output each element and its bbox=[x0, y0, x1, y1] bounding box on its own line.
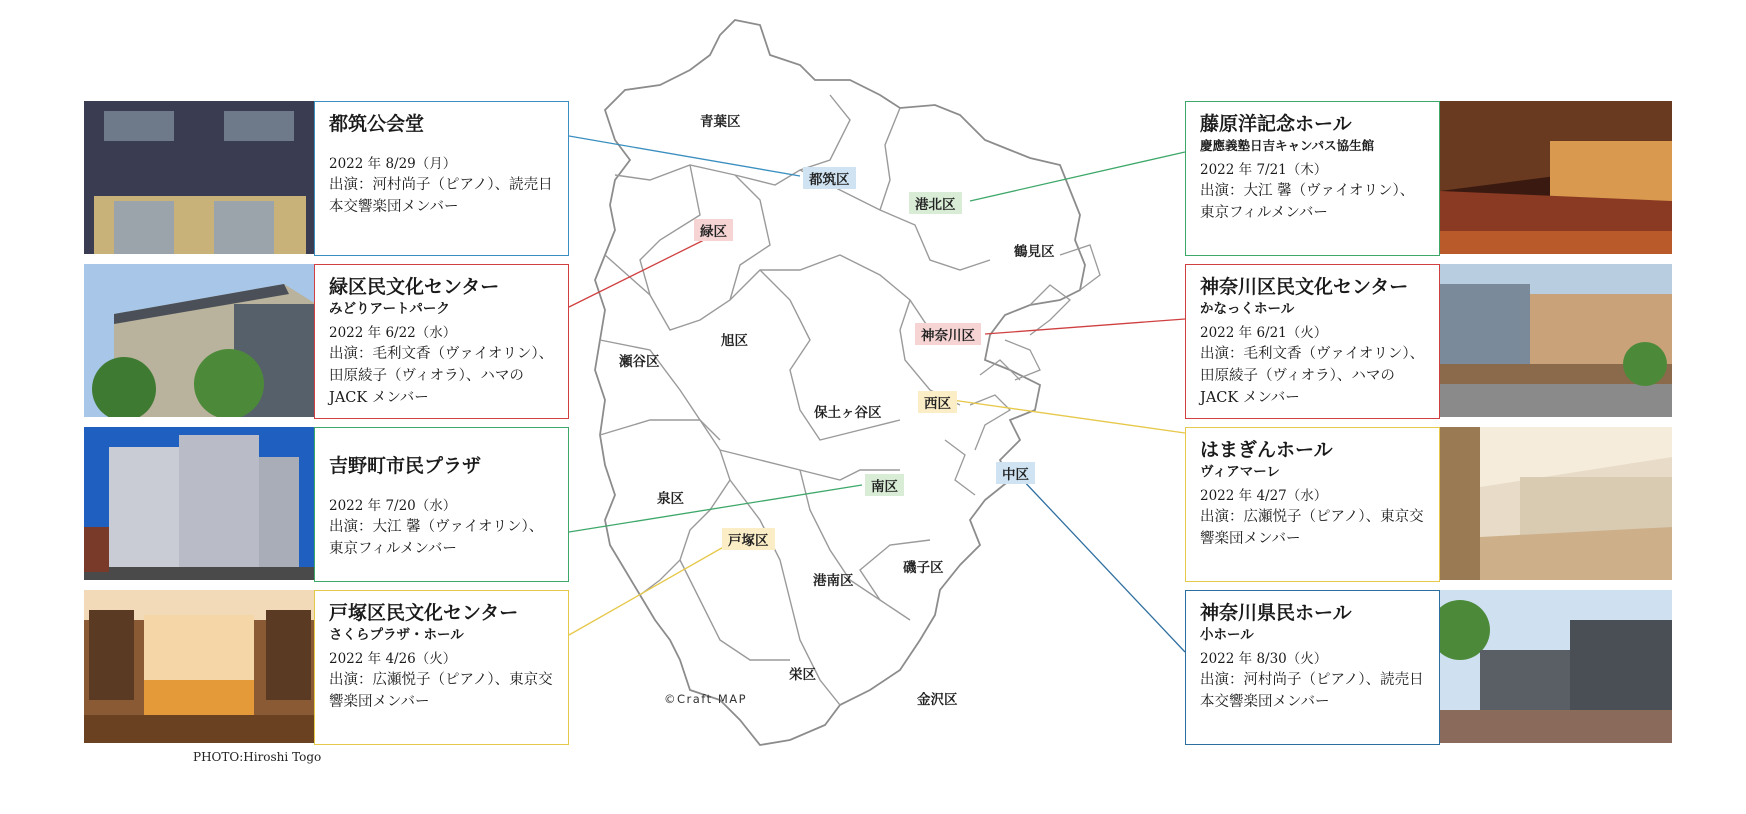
ward-label-hodogaya: 保土ヶ谷区 bbox=[814, 405, 882, 421]
ward-label-midori: 緑区 bbox=[694, 219, 733, 241]
map-credit: ©Craft MAP bbox=[664, 692, 748, 706]
connector-kanack bbox=[985, 319, 1185, 334]
venue-photo-totsuka bbox=[84, 590, 316, 743]
venue-subtitle: さくらプラザ・ホール bbox=[329, 627, 464, 643]
venue-card-hamagin bbox=[1185, 427, 1440, 582]
venue-performers: 出演：広瀬悦子（ピアノ）、東京交響楽団メンバー bbox=[329, 672, 553, 710]
ward-label-aoba: 青葉区 bbox=[700, 114, 741, 130]
connector-tsuzuki bbox=[569, 136, 800, 176]
venue-card-kenmin bbox=[1185, 590, 1440, 745]
venue-card-yoshinocho bbox=[314, 427, 569, 582]
venue-date: 2022 年 7/21（木） bbox=[1200, 162, 1328, 178]
venue-performers: 出演：河村尚子（ピアノ）、読売日本交響楽団メンバー bbox=[329, 177, 553, 215]
venue-subtitle: みどりアートパーク bbox=[329, 301, 450, 317]
map-outline bbox=[595, 20, 1085, 745]
venue-title: 吉野町市民プラザ bbox=[329, 455, 482, 477]
venue-title: 緑区民文化センター bbox=[329, 276, 500, 298]
venue-subtitle: かなっくホール bbox=[1200, 301, 1295, 317]
venue-card-totsuka bbox=[314, 590, 569, 745]
venue-subtitle: ヴィアマーレ bbox=[1200, 464, 1280, 480]
venue-title: 神奈川県民ホール bbox=[1200, 602, 1352, 624]
venue-photo-kenmin bbox=[1440, 590, 1672, 743]
ward-label-asahi: 旭区 bbox=[721, 333, 748, 349]
photo-credit: PHOTO:Hiroshi Togo bbox=[193, 750, 322, 764]
ward-label-sakae: 栄区 bbox=[789, 667, 816, 683]
venue-performers: 出演：広瀬悦子（ピアノ）、東京交響楽団メンバー bbox=[1200, 509, 1424, 547]
venue-title: はまぎんホール bbox=[1200, 439, 1333, 461]
venue-subtitle: 慶應義塾日吉キャンパス協生館 bbox=[1200, 138, 1375, 153]
connector-kenmin bbox=[1020, 477, 1185, 652]
venue-date: 2022 年 6/22（水） bbox=[329, 325, 457, 341]
venue-performers: 出演：毛利文香（ヴァイオリン）、田原綾子（ヴィオラ）、ハマの JACK メンバー bbox=[329, 346, 554, 406]
ward-label-seya: 瀬谷区 bbox=[619, 354, 660, 370]
venue-performers: 出演：毛利文香（ヴァイオリン）、田原綾子（ヴィオラ）、ハマの JACK メンバー bbox=[1200, 346, 1425, 406]
ward-label-konan: 港南区 bbox=[813, 573, 854, 589]
venue-performers: 出演：河村尚子（ピアノ）、読売日本交響楽団メンバー bbox=[1200, 672, 1424, 710]
ward-label-tsurumi: 鶴見区 bbox=[1014, 244, 1055, 260]
venue-date: 2022 年 7/20（水） bbox=[329, 498, 457, 514]
venue-date: 2022 年 8/29（月） bbox=[329, 156, 457, 172]
venue-title: 藤原洋記念ホール bbox=[1200, 113, 1352, 135]
ward-label-minami: 南区 bbox=[865, 474, 904, 496]
venue-performers: 出演：大江 馨（ヴァイオリン）、東京フィルメンバー bbox=[329, 519, 544, 557]
venue-card-fujiwara bbox=[1185, 101, 1440, 256]
connector-totsuka bbox=[569, 545, 727, 635]
venue-date: 2022 年 8/30（火） bbox=[1200, 651, 1328, 667]
connector-fujiwara bbox=[970, 152, 1185, 201]
venue-photo-tsuzuki bbox=[84, 101, 316, 254]
venue-date: 2022 年 4/27（水） bbox=[1200, 488, 1328, 504]
venue-card-kanack bbox=[1185, 264, 1440, 419]
venue-date: 2022 年 4/26（火） bbox=[329, 651, 457, 667]
venue-card-midori bbox=[314, 264, 569, 419]
ward-label-kanazawa: 金沢区 bbox=[917, 692, 958, 708]
venue-card-tsuzuki bbox=[314, 101, 569, 256]
ward-label-kohoku: 港北区 bbox=[909, 192, 962, 214]
ward-label-izumi: 泉区 bbox=[657, 491, 684, 507]
connector-midori bbox=[569, 238, 708, 307]
venue-photo-hamagin bbox=[1440, 427, 1672, 580]
venue-photo-midori bbox=[84, 264, 316, 417]
ward-label-isogo: 磯子区 bbox=[903, 560, 944, 576]
venue-photo-yoshinocho bbox=[84, 427, 316, 580]
connector-lines bbox=[569, 136, 1185, 652]
ward-label-kanagawa: 神奈川区 bbox=[915, 323, 981, 345]
venue-title: 戸塚区民文化センター bbox=[329, 602, 519, 624]
venue-photo-kanack bbox=[1440, 264, 1672, 417]
ward-label-totsuka: 戸塚区 bbox=[722, 528, 775, 550]
venue-photo-fujiwara bbox=[1440, 101, 1672, 254]
ward-label-tsuzuki: 都筑区 bbox=[803, 167, 856, 189]
venue-subtitle: 小ホール bbox=[1200, 627, 1254, 643]
venue-title: 神奈川区民文化センター bbox=[1200, 276, 1409, 298]
venue-date: 2022 年 6/21（火） bbox=[1200, 325, 1328, 341]
venue-performers: 出演：大江 馨（ヴァイオリン）、東京フィルメンバー bbox=[1200, 183, 1415, 221]
ward-label-naka: 中区 bbox=[996, 462, 1035, 484]
venue-title: 都筑公会堂 bbox=[329, 113, 425, 135]
ward-label-nishi: 西区 bbox=[918, 391, 957, 413]
connector-hamagin bbox=[952, 400, 1185, 433]
